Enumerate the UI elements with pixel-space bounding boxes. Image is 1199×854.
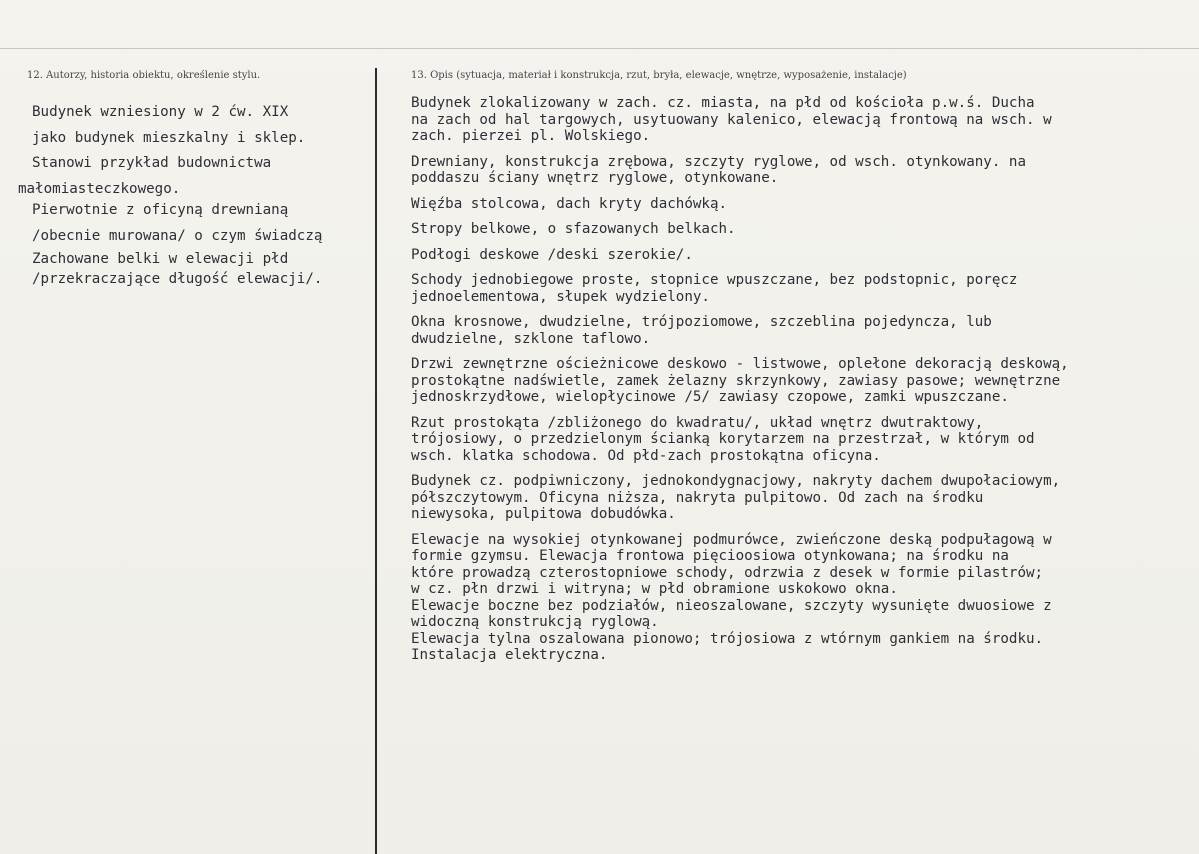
description-paragraph: Podłogi deskowe /deski szerokie/. xyxy=(411,246,693,263)
description-paragraph: Drewniany, konstrukcja zrębowa, szczyty ryglowe, od wsch. otynkowany. na poddaszu ściany wnętrz ryglowe, otynkowane. xyxy=(411,153,1026,186)
history-line: małomiasteczkowego. xyxy=(18,181,181,197)
description-paragraph: Rzut prostokąta /zbliżonego do kwadratu/, układ wnętrz dwutraktowy, trójosiowy, o przedzielonym ścianką korytarzem na przestrzał, w którym od wsch. klatka schodowa. Od płd-zach prostokątna oficyna. xyxy=(411,414,1035,464)
description-paragraph: Okna krosnowe, dwudzielne, trójpoziomowe, szczeblina pojedyncza, lub dwudzielne, szklone taflowo. xyxy=(411,314,992,347)
description-paragraph: Elewacje na wysokiej otynkowanej podmurówce, zwieńczone deską podpułagową w formie gzymsu. Elewacja frontowa pięcioosiowa otynkowana; na środku na które prowadzą czterostopniowe schody, odrzwia z desek w formie pilastrów; w cz. płn drzwi i witryna; w płd obramione uskokowo okna. Elewacje boczne bez podziałów, nieoszalowane, szczyty wysunięte dwuosiowe z widoczną konstrukcją ryglową. Elewacja tylna oszalowana pionowo; trójosiowa z wtórnym gankiem na środku. Instalacja elektryczna. xyxy=(411,531,1052,663)
history-line: Pierwotnie z oficyną drewnianą xyxy=(32,202,289,218)
description-paragraph: Stropy belkowe, o sfazowanych belkach. xyxy=(411,221,736,237)
history-line: /przekraczające długość elewacji/. xyxy=(32,271,323,287)
history-line: Stanowi przykład budownictwa xyxy=(32,155,272,171)
description-paragraph: Drzwi zewnętrzne ościeżnicowe deskowo - listwowe, oplełone dekoracją deskową, prostokątne nadświetle, zamek żelazny skrzynkowy, zawiasy pasowe; wewnętrzne jednoskrzydłowe, wielopłycinowe /5/ zawiasy czopowe, zamki wpuszczane. xyxy=(411,356,1069,405)
history-line: Zachowane belki w elewacji płd xyxy=(32,251,289,267)
left-column-header: 12. Autorzy, historia obiektu, określenie stylu. xyxy=(27,70,261,81)
column-divider xyxy=(375,68,377,854)
description-paragraph: Budynek zlokalizowany w zach. cz. miasta, na płd od kościoła p.w.ś. Ducha na zach od hal targowych, usytuowany kalenico, elewacją frontową na wsch. w zach. pierzei pl. Wolskiego. xyxy=(411,95,1052,144)
top-rule xyxy=(0,48,1199,49)
history-line: Budynek wzniesiony w 2 ćw. XIX xyxy=(32,104,289,120)
history-line: /obecnie murowana/ o czym świadczą xyxy=(32,228,323,244)
history-line: jako budynek mieszkalny i sklep. xyxy=(32,130,306,146)
description-paragraph: Więźba stolcowa, dach kryty dachówką. xyxy=(411,195,728,212)
right-column-header: 13. Opis (sytuacja, materiał i konstrukcja, rzut, bryła, elewacje, wnętrze, wyposażenie, instalacje) xyxy=(411,70,907,81)
description-column xyxy=(411,95,1181,664)
description-paragraph: Budynek cz. podpiwniczony, jednokondygnacjowy, nakryty dachem dwupołaciowym, półszczytowym. Oficyna niższa, nakryta pulpitowo. Od zach na środku niewysoka, pulpitowa dobudówka. xyxy=(411,473,1061,522)
description-paragraph: Schody jednobiegowe proste, stopnice wpuszczane, bez podstopnic, poręcz jednoelementowa, słupek wydzielony. xyxy=(411,272,1018,305)
